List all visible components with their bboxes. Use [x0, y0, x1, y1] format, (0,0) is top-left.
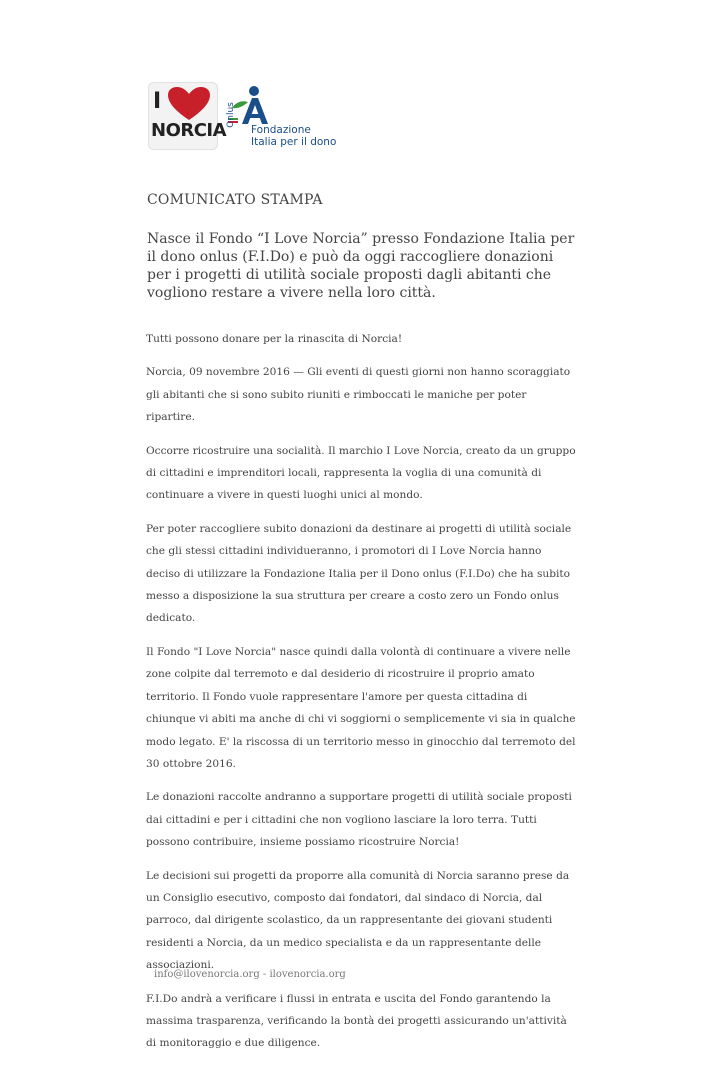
- article-body: [146, 328, 576, 1066]
- paragraph: F.I.Do andrà a verificare i flussi in entrata e uscita del Fondo garantendo la massima trasparenza, verificando la bontà dei progetti assicurando un'attività di monitoraggio e due diligence.: [146, 992, 567, 1050]
- paragraph: Per poter raccogliere subito donazioni da destinare ai progetti di utilità sociale che gli stessi cittadini individueranno, i promotori di I Love Norcia hanno deciso di utilizzare la Fondazione Italia per il Dono onlus (F.I.Do) che ha subito messo a disposizione la sua struttura per creare a costo zero un Fondo onlus dedicato.: [146, 522, 572, 625]
- fido-name-line2: Italia per il dono: [251, 136, 337, 148]
- press-release-kicker: COMUNICATO STAMPA: [147, 192, 323, 208]
- paragraph: Occorre ricostruire una socialità. Il marchio I Love Norcia, creato da un gruppo di cittadini e imprenditori locali, rappresenta la voglia di una comunità di continuare a vivere in questi luoghi unici al mondo.: [146, 444, 576, 502]
- fondazione-italia-per-il-dono-logo: [224, 84, 337, 150]
- paragraph: Le donazioni raccolte andranno a supportare progetti di utilità sociale proposti dai cittadini e per i cittadini che non vogliono lasciare la loro terra. Tutti possono contribuire, insieme possiamo ricostruire Norcia!: [146, 791, 572, 849]
- footer-contact: info@ilovenorcia.org - ilovenorcia.org: [154, 969, 346, 980]
- logo-norcia-word: NORCIA: [151, 120, 227, 141]
- i-love-norcia-logo: [148, 82, 227, 150]
- headline: Nasce il Fondo “I Love Norcia” presso Fondazione Italia per il dono onlus (F.I.Do) e può da oggi raccogliere donazioni per i progetti di utilità sociale proposti dagli abitanti che vogliono restare a vivere nella loro città.: [147, 231, 575, 301]
- logo-i-letter: I: [153, 89, 162, 114]
- paragraph: Le decisioni sui progetti da proporre alla comunità di Norcia saranno prese da un Consiglio esecutivo, composto dai fondatori, dal sindaco di Norcia, dal parroco, dal dirigente scolastico, da un rappresentante dei giovani studenti residenti a Norcia, da un medico specialista e da un rappresentante delle associazioni.: [146, 869, 570, 972]
- paragraph: Tutti possono donare per la rinascita di Norcia!: [146, 333, 403, 345]
- paragraph: Norcia, 09 novembre 2016 — Gli eventi di questi giorni non hanno scoraggiato gli abitanti che si sono subito riuniti e rimboccati le maniche per poter ripartire.: [146, 366, 571, 424]
- fido-onlus-label: Onlus: [225, 102, 236, 128]
- heart-icon: [166, 86, 212, 122]
- fido-name-line1: Fondazione: [251, 124, 311, 136]
- paragraph: Il Fondo "I Love Norcia" nasce quindi dalla volontà di continuare a vivere nelle zone colpite dal terremoto e dal desiderio di ricostruire il proprio amato territorio. Il Fondo vuole rappresentare l'amore per questa cittadina di chiunque vi abiti ma anche di chi vi soggiorni o semplicemente vi sia in qualche modo legato. E' la riscossa di un territorio messo in ginocchio dal terremoto del 30 ottobre 2016.: [146, 645, 576, 770]
- fido-name: [251, 124, 336, 148]
